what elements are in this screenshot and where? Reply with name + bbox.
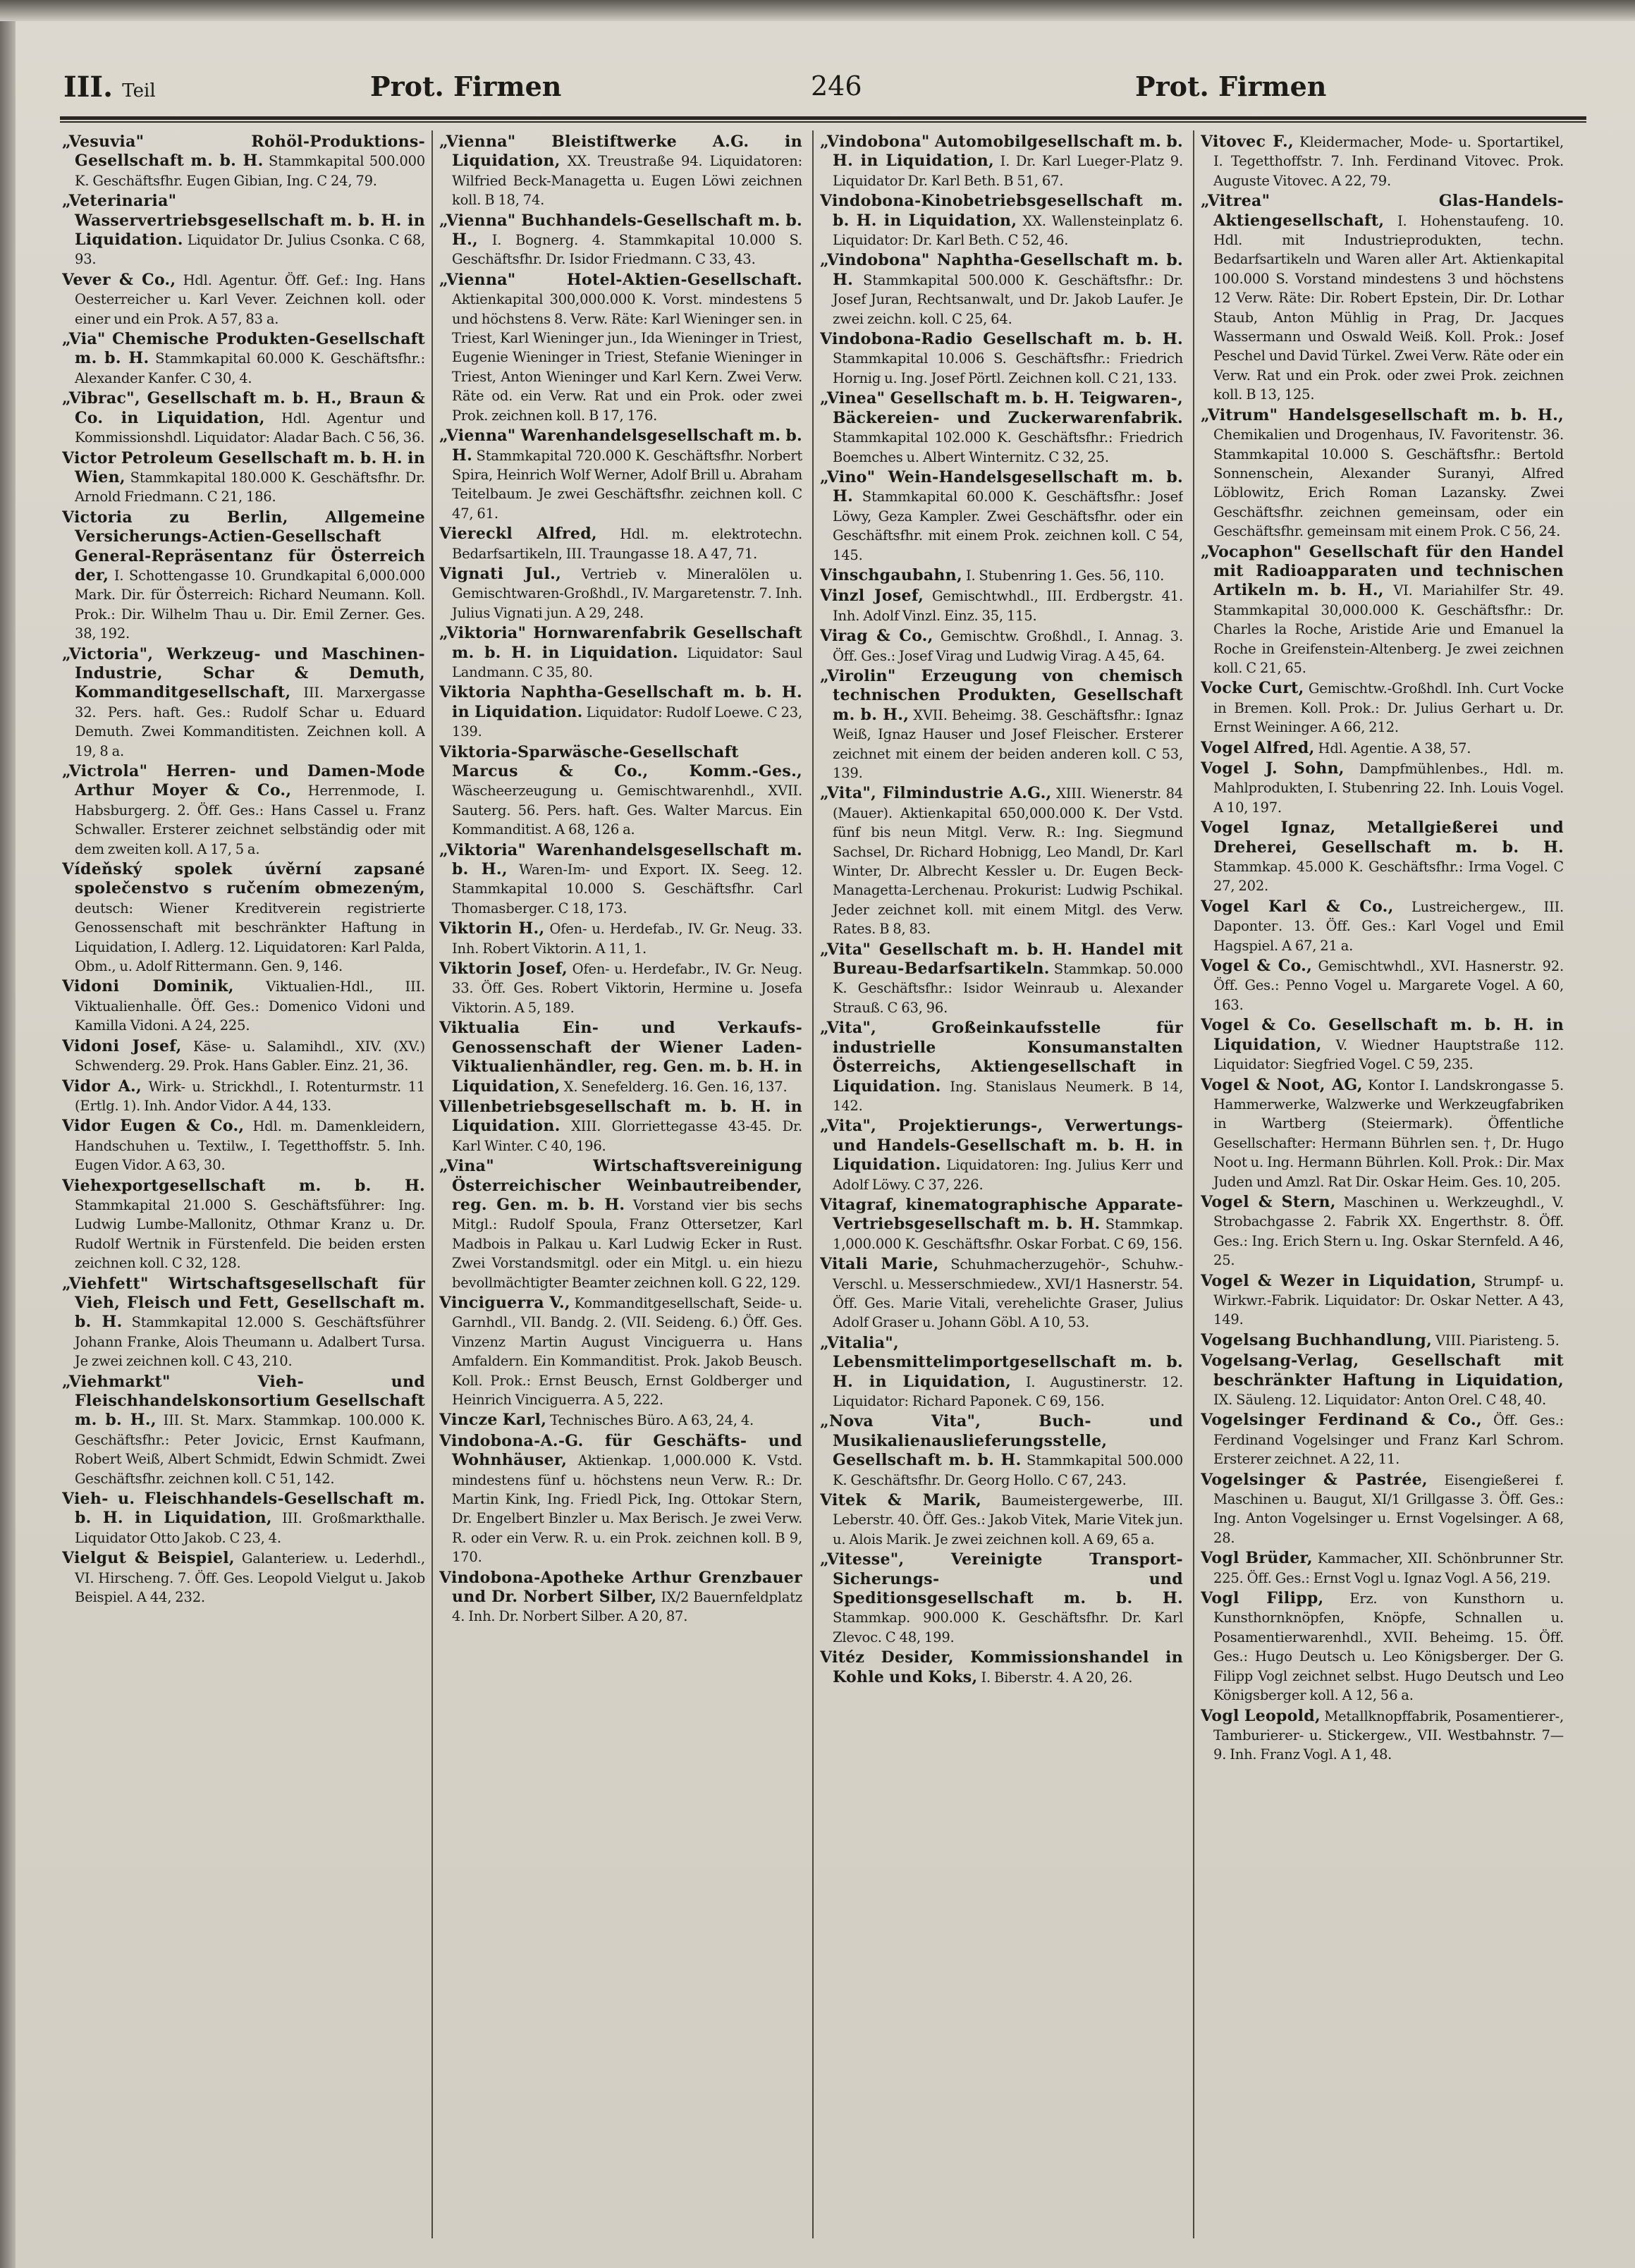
firm-details: XX. Wallensteinplatz 6. Liquidator: Dr. Karl Beth. C 52, 46. bbox=[833, 212, 1183, 249]
directory-entry bbox=[820, 1550, 1183, 1647]
directory-entry bbox=[1201, 1589, 1564, 1705]
firm-name: Vogel Alfred, bbox=[1201, 738, 1315, 757]
directory-entry bbox=[439, 271, 802, 425]
firm-name: „Vitalia", Lebensmittelimportgesellschaft m. b. H. in Liquidation, bbox=[820, 1333, 1183, 1391]
directory-entry bbox=[820, 1117, 1183, 1194]
firm-details: Liquidator: Rudolf Loewe. C 23, 139. bbox=[452, 704, 802, 740]
header-rule bbox=[60, 116, 1586, 120]
firm-name: „Vita" Gesellschaft m. b. H. Handel mit Bureau-Bedarfsartikeln. bbox=[820, 940, 1183, 979]
directory-entry bbox=[62, 860, 425, 976]
running-title-left: Prot. Firmen bbox=[370, 71, 562, 102]
firm-details: I. Stubenring 1. Ges. 56, 110. bbox=[965, 567, 1165, 584]
directory-entry bbox=[62, 133, 425, 190]
firm-details: Stammkapital 180.000 K. Geschäftsfhr. Dr. Arnold Friedmann. C 21, 186. bbox=[75, 469, 425, 505]
directory-entry bbox=[820, 192, 1183, 250]
directory-entry bbox=[820, 1196, 1183, 1253]
firm-name: „Viktoria" Warenhandelsgesellschaft m. b. H., bbox=[439, 840, 802, 879]
firm-details: Stammkap. 45.000 K. Geschäftsfhr.: Irma Vogel. C 27, 202. bbox=[1213, 859, 1564, 895]
firm-details: Stammkapital 720.000 K. Geschäftsfhr. Norbert Spira, Heinrich Wolf Werner, Adolf Brill u. Abraham Teitelbaum. Je zwei Geschäftsfhr. zeichnen koll. C 47, 61. bbox=[452, 447, 802, 522]
firm-name: Vogel & Co. Gesellschaft m. b. H. in Liquidation, bbox=[1201, 1016, 1564, 1054]
scan-shadow-left bbox=[0, 0, 16, 2268]
firm-details: Vorstand vier bis sechs Mitgl.: Rudolf Spoula, Franz Ottersetzer, Karl Madbois in Palkau u. Karl Ludwig Ecker in Rust. Zwei Vorstandsmitgl. oder ein Mitgl. u. ein hiezu bevollmächtigter Beamter zeichnen koll. G 22, 129. bbox=[452, 1196, 802, 1291]
firm-name: „Vienna" Hotel-Aktien-Gesellschaft. bbox=[439, 270, 802, 289]
firm-details: Öff. Ges.: Ferdinand Vogelsinger und Franz Karl Schrom. Ersterer zeichnet. A 22, 11. bbox=[1213, 1412, 1564, 1468]
firm-details: VI. Mariahilfer Str. 49. Stammkapital 30,000.000 K. Geschäftsfhr.: Dr. Charles la Roche, Aristide Arie und Emanuel la Roche in Greifenstein-Altenberg. Je zwei zeichnen koll. C 21, 65. bbox=[1213, 582, 1564, 676]
firm-details: Aktienkapital 300,000.000 K. Vorst. mindestens 5 und höchstens 8. Verw. Räte: Karl Wieninger sen. in Triest, Karl Wieninger jun., Ida Wieninger in Triest, Eugenie Wieninger in Triest, Stefanie Wieninger in Triest, Anton Wieninger und Karl Kern. Zwei Verw. Räte od. ein Verw. Rat und ein Prok. oder zwei Prok. zeichnen koll. B 17, 176. bbox=[452, 291, 802, 424]
firm-name: „Vita", Filmindustrie A.G., bbox=[820, 784, 1052, 803]
directory-entry bbox=[820, 1334, 1183, 1411]
firm-details: Galanteriew. u. Lederhdl., VI. Hirscheng. 7. Öff. Ges. Leopold Vielgut u. Jakob Beispiel. A 44, 232. bbox=[75, 1550, 425, 1606]
header-rule-thin bbox=[60, 121, 1586, 123]
column-divider bbox=[431, 130, 433, 2238]
directory-entry bbox=[439, 133, 802, 210]
directory-entry bbox=[820, 940, 1183, 1018]
firm-details: IX/2 Bauernfeldplatz 4. Inh. Dr. Norbert Silber. A 20, 87. bbox=[452, 1589, 802, 1625]
firm-name: Vindobona-Kinobetriebsgesellschaft m. b. H. in Liquidation, bbox=[820, 192, 1183, 230]
firm-name: „Vesuvia" Rohöl-Produktions-Gesellschaft m. b. H. bbox=[62, 133, 425, 171]
directory-entry bbox=[1201, 679, 1564, 737]
firm-name: Vogelsang Buchhandlung, bbox=[1201, 1330, 1433, 1349]
firm-name: „Via" Chemische Produkten-Gesellschaft m. b. H. bbox=[62, 330, 425, 368]
firm-name: Vidor A., bbox=[62, 1077, 142, 1096]
firm-name: Vídeňský spolek úvěrní zapsané společenstvo s ručením obmezeným, bbox=[62, 860, 425, 898]
firm-name: Vever & Co., bbox=[62, 270, 176, 289]
directory-entry bbox=[439, 1019, 802, 1096]
firm-details: Gemischtw. Großhdl., I. Annag. 3. Öff. Ges.: Josef Virag und Ludwig Virag. A 45, 64. bbox=[833, 628, 1183, 664]
firm-details: I. Biberstr. 4. A 20, 26. bbox=[981, 1669, 1133, 1686]
column-2 bbox=[439, 133, 802, 2241]
firm-name: Vogelsinger & Pastrée, bbox=[1201, 1470, 1428, 1489]
firm-name: Vindobona-A.-G. für Geschäfts- und Wohnhäuser, bbox=[439, 1431, 802, 1470]
scan-shadow-top bbox=[0, 0, 1635, 21]
firm-details: Hdl. Agentie. A 38, 57. bbox=[1318, 740, 1471, 756]
firm-details: XIII. Glorriettegasse 43-45. Dr. Karl Winter. C 40, 196. bbox=[452, 1118, 802, 1154]
directory-entry bbox=[62, 1077, 425, 1116]
firm-name: Vogel & Wezer in Liquidation, bbox=[1201, 1271, 1477, 1290]
directory-entry bbox=[62, 762, 425, 859]
firm-name: „Vienna" Bleistiftwerke A.G. in Liquidation, bbox=[439, 133, 802, 171]
firm-name: Vitovec F., bbox=[1201, 133, 1294, 151]
firm-name: Viktualia Ein- und Verkaufs-Genossenschaft der Wiener Laden-Viktualienhändler, reg. Gen. m. b. H. in Liquidation, bbox=[439, 1019, 802, 1096]
directory-entry bbox=[1201, 1016, 1564, 1074]
directory-entry bbox=[1201, 1549, 1564, 1588]
firm-details: Herrenmode, I. Habsburgerg. 2. Öff. Ges.: Hans Cassel u. Franz Schwaller. Ersterer zeichnet selbständig oder mit dem zweiten koll. A 17, 5 a. bbox=[75, 783, 425, 857]
firm-details: Liquidator Dr. Julius Csonka. C 68, 93. bbox=[75, 232, 425, 268]
firm-name: Vocke Curt, bbox=[1201, 679, 1304, 698]
column-1 bbox=[62, 133, 425, 2241]
firm-name: „Vita", Projektierungs-, Verwertungs- und Handels-Gesellschaft m. b. H. in Liquidation. bbox=[820, 1117, 1183, 1175]
directory-entry bbox=[439, 1411, 802, 1430]
directory-entry bbox=[820, 468, 1183, 565]
firm-name: Vogel & Noot, AG, bbox=[1201, 1075, 1363, 1094]
firm-details: Ing. Stanislaus Neumerk. B 14, 142. bbox=[833, 1078, 1183, 1114]
firm-details: Liquidator: Saul Landmann. C 35, 80. bbox=[452, 644, 802, 680]
firm-details: Ofen- u. Herdefabr., IV. Gr. Neug. 33. Öff. Ges. Robert Viktorin, Hermine u. Josefa Viktorin. A 5, 189. bbox=[452, 961, 802, 1016]
firm-details: Gemischtwhdl., III. Erdbergstr. 41. Inh. Adolf Vinzl. Einz. 35, 115. bbox=[833, 588, 1183, 624]
firm-details: Stammkap. 1,000.000 K. Geschäftsfhr. Oskar Forbat. C 69, 156. bbox=[833, 1216, 1183, 1252]
firm-name: Vidoni Josef, bbox=[62, 1036, 182, 1055]
firm-details: Liquidatoren: Ing. Julius Kerr und Adolf Löwy. C 37, 226. bbox=[833, 1157, 1183, 1193]
directory-entry bbox=[1201, 897, 1564, 955]
firm-name: „Viehmarkt" Vieh- und Fleischhandelskonsortium Gesellschaft m. b. H., bbox=[62, 1372, 425, 1430]
firm-details: Hdl. m. elektrotechn. Bedarfsartikeln, III. Traungasse 18. A 47, 71. bbox=[452, 526, 802, 562]
directory-entry bbox=[820, 1491, 1183, 1549]
column-divider bbox=[812, 130, 814, 2238]
directory-entry bbox=[820, 330, 1183, 388]
firm-details: Ofen- u. Herdefab., IV. Gr. Neug. 33. Inh. Robert Viktorin. A 11, 1. bbox=[452, 921, 802, 957]
column-4 bbox=[1201, 133, 1564, 2241]
firm-name: Vitali Marie, bbox=[820, 1255, 939, 1274]
directory-entry bbox=[62, 1177, 425, 1273]
firm-details: Erz. von Kunsthorn u. Kunsthornknöpfen, Knöpfe, Schnallen u. Posamentierwarenhdl., XVII. Beheimg. 15. Öff. Ges.: Hugo Deutsch u. Leo Königsberger. Der G. Filipp Vogl zeichnet selbst. Hugo Deutsch und Leo Königsberger koll. A 12, 56 a. bbox=[1213, 1590, 1564, 1704]
firm-name: Vinciguerra V., bbox=[439, 1293, 570, 1312]
firm-name: „Vino" Wein-Handelsgesellschaft m. b. H. bbox=[820, 467, 1183, 506]
running-title-right: Prot. Firmen bbox=[1135, 71, 1327, 102]
directory-entry bbox=[62, 1373, 425, 1488]
firm-details: Hdl. m. Damenkleidern, Handschuhen u. Textilw., I. Tegetthoffstr. 5. Inh. Eugen Vidor. A 63, 30. bbox=[75, 1118, 425, 1174]
directory-entry bbox=[820, 251, 1183, 329]
firm-name: Viktorin Josef, bbox=[439, 960, 568, 979]
directory-entry bbox=[439, 960, 802, 1017]
firm-name: „Vita", Großeinkaufsstelle für industrielle Konsumanstalten Österreichs, Aktiengesellschaft in Liquidation. bbox=[820, 1019, 1183, 1096]
firm-details: Stammkapital 500.000 K. Geschäftsfhr.: Dr. Josef Juran, Rechtsanwalt, und Dr. Jakob Laufer. Je zwei zeichn. koll. C 25, 64. bbox=[833, 271, 1183, 327]
firm-name: „Vindobona" Naphtha-Gesellschaft m. b. H. bbox=[820, 251, 1183, 289]
firm-name: „Virolin" Erzeugung von chemisch technischen Produkten, Gesellschaft m. b. H., bbox=[820, 666, 1183, 724]
firm-name: Vieh- u. Fleischhandels-Gesellschaft m. b. H. in Liquidation, bbox=[62, 1490, 425, 1528]
directory-entry bbox=[820, 133, 1183, 190]
firm-name: „Vindobona" Automobilgesellschaft m. b. H. in Liquidation, bbox=[820, 133, 1183, 171]
firm-details: Wirk- u. Strickhdl., I. Rotenturmstr. 11 (Ertlg. 1). Inh. Andor Vidor. A 44, 133. bbox=[75, 1078, 425, 1114]
directory-entry bbox=[1201, 957, 1564, 1015]
firm-name: „Viehfett" Wirtschaftsgesellschaft für Vieh, Fleisch und Fett, Gesellschaft m. b. H. bbox=[62, 1274, 425, 1332]
directory-entry bbox=[1201, 1272, 1564, 1330]
firm-details: Stammkapital 500.000 K. Geschäftsfhr. Dr. Georg Hollo. C 67, 243. bbox=[833, 1452, 1183, 1488]
firm-name: „Vitesse", Vereinigte Transport-Sicherungs- und Speditionsgesellschaft m. b. H. bbox=[820, 1550, 1183, 1608]
firm-details: IX. Säuleng. 12. Liquidator: Anton Orel. C 48, 40. bbox=[1213, 1392, 1546, 1408]
part-label bbox=[63, 71, 156, 104]
firm-name: Vindobona-Apotheke Arthur Grenzbauer und Dr. Norbert Silber, bbox=[439, 1568, 802, 1607]
firm-name: Vogl Brüder, bbox=[1201, 1549, 1313, 1568]
directory-entry bbox=[1201, 133, 1564, 190]
directory-entry bbox=[820, 1412, 1183, 1490]
firm-name: „Vinea" Gesellschaft m. b. H. Teigwaren-, Bäckereien- und Zuckerwarenfabrik. bbox=[820, 389, 1183, 427]
firm-details: Kommanditgesellschaft, Seide- u. Garnhdl., VII. Bandg. 2. (VII. Seideng. 6.) Öff. Ges. Vinzenz Martin August Vinciguerra u. Hans Amfaldern. Ein Kommanditist. Prok. Jakob Beusch. Koll. Prok.: Ernst Beusch, Ernst Goldberger und Heinrich Vinciguerra. A 5, 222. bbox=[452, 1294, 802, 1408]
firm-details: Hdl. Agentur. Öff. Gef.: Ing. Hans Oesterreicher u. Karl Vever. Zeichnen koll. oder einer und ein Prok. A 57, 83 a. bbox=[75, 271, 425, 327]
firm-details: Stammkapital 60.000 K. Geschäftsfhr.: Alexander Kanfer. C 30, 4. bbox=[75, 350, 425, 386]
firm-name: Vinzl Josef, bbox=[820, 587, 924, 606]
firm-details: III. Marxergasse 32. Pers. haft. Ges.: Rudolf Schar u. Eduard Demuth. Zwei Kommanditisten. Zeichnen koll. A 19, 8 a. bbox=[75, 685, 425, 759]
directory-entry bbox=[439, 683, 802, 741]
firm-name: Vogel & Co., bbox=[1201, 957, 1313, 976]
firm-name: „Nova Vita", Buch- und Musikalienauslieferungsstelle, Gesellschaft m. b. H. bbox=[820, 1412, 1183, 1470]
directory-entry bbox=[62, 508, 425, 644]
directory-entry bbox=[820, 389, 1183, 467]
firm-name: Viktorin H., bbox=[439, 919, 545, 938]
firm-details: deutsch: Wiener Kreditverein registrierte Genossenschaft mit beschränkter Haftung in Liquidation, I. Adlerg. 12. Liquidatoren: Karl Palda, Obm., u. Adolf Rittermann. Gen. 9, 146. bbox=[75, 900, 425, 975]
firm-details: XVII. Beheimg. 38. Geschäftsfhr.: Ignaz Weiß, Ignaz Hauser und Josef Fleischer. Ersterer zeichnet mit einem der beiden anderen koll. C 53, 139. bbox=[833, 706, 1183, 781]
firm-name: Viktoria-Sparwäsche-Gesellschaft Marcus & Co., Komm.-Ges., bbox=[439, 742, 802, 780]
directory-entry bbox=[62, 977, 425, 1035]
firm-name: Victor Petroleum Gesellschaft m. b. H. in Wien, bbox=[62, 448, 425, 486]
firm-details: Stammkap. 900.000 K. Geschäftsfhr. Dr. Karl Zlevoc. C 48, 199. bbox=[833, 1610, 1183, 1645]
firm-details: Stammkapital 102.000 K. Geschäftsfhr.: Friedrich Boemches u. Albert Winternitz. C 32, 25. bbox=[833, 429, 1183, 465]
firm-name: „Vocaphon" Gesellschaft für den Handel mit Radioapparaten und technischen Artikeln m. b. H., bbox=[1201, 542, 1564, 600]
firm-details: XX. Treustraße 94. Liquidatoren: Wilfried Beck-Managetta u. Eugen Löwi zeichnen koll. B 18, 74. bbox=[452, 153, 802, 209]
directory-entry bbox=[1201, 1351, 1564, 1409]
firm-details: Schuhmacherzugehör-, Schuhw.-Verschl. u. Messerschmiedew., XVI/1 Hasnerstr. 54. Öff. Ges. Marie Vitali, verehelichte Graser, Julius Adolf Graser u. Johann Göbl. A 10, 53. bbox=[833, 1256, 1183, 1331]
firm-details: V. Wiedner Hauptstraße 112. Liquidator: Siegfried Vogel. C 59, 235. bbox=[1213, 1036, 1564, 1073]
firm-name: „Vienna" Warenhandelsgesellschaft m. b. H. bbox=[439, 427, 802, 465]
firm-details: Technisches Büro. A 63, 24, 4. bbox=[550, 1412, 754, 1429]
directory-entry bbox=[62, 271, 425, 329]
firm-name: Vogl Leopold, bbox=[1201, 1706, 1321, 1725]
directory-entry bbox=[1201, 543, 1564, 678]
firm-details: I. Dr. Karl Lueger-Platz 9. Liquidator Dr. Karl Beth. B 51, 67. bbox=[833, 153, 1183, 189]
directory-entry bbox=[1201, 1411, 1564, 1469]
directory-entry bbox=[820, 667, 1183, 783]
directory-entry bbox=[820, 627, 1183, 666]
directory-entry bbox=[1201, 1707, 1564, 1765]
firm-details: Kontor I. Landskrongasse 5. Hammerwerke, Walzwerke und Werkzeugfabriken in Wartberg (Steiermark). Öffentliche Gesellschafter: Hermann Bührlen sen. †, Dr. Hugo Noot u. Ing. Hermann Bührlen. Koll. Prok.: Dir. Max Juden und Amzl. Rat Dir. Oskar Heim. Ges. 10, 205. bbox=[1213, 1077, 1564, 1190]
firm-name: Vogl Filipp, bbox=[1201, 1589, 1324, 1608]
directory-entry bbox=[439, 1157, 802, 1292]
firm-name: Virag & Co., bbox=[820, 627, 933, 646]
directory-entry bbox=[62, 1037, 425, 1076]
directory-entry bbox=[820, 587, 1183, 625]
firm-name: Vitek & Marik, bbox=[820, 1491, 982, 1510]
directory-entry bbox=[1201, 406, 1564, 541]
firm-details: Metallknopffabrik, Posamentierer-, Tamburierer- u. Stickergew., VII. Westbahnstr. 7—9. Inh. Franz Vogl. A 1, 48. bbox=[1213, 1708, 1564, 1763]
directory-entry bbox=[62, 192, 425, 269]
directory-entry bbox=[439, 212, 802, 269]
firm-name: Victoria zu Berlin, Allgemeine Versicherungs-Actien-Gesellschaft General-Repräsentanz für Österreich der, bbox=[62, 508, 425, 584]
firm-details: I. Hohenstaufeng. 10. Hdl. mit Industrieprodukten, techn. Bedarfsartikeln und Waren aller Art. Aktienkapital 100.000 S. Vorstand mindestens 3 und höchstens 12 Verw. Räte: Dir. Robert Epstein, Dir. Dr. Lothar Staub, Anton Mühlig in Prag, Dr. Jacques Wassermann und Oswald Weiß. Koll. Prok.: Josef Peschel und David Türkel. Zwei Verw. Räte oder ein Verw. Rat und ein Prok. oder zwei Prok. zeichnen koll. B 13, 125. bbox=[1213, 212, 1564, 403]
firm-name: „Vienna" Buchhandels-Gesellschaft m. b. H., bbox=[439, 211, 802, 250]
firm-details: Lustreichergew., III. Dapontег. 13. Öff. Ges.: Karl Vogel und Emil Hagspiel. A 67, 21 a. bbox=[1213, 898, 1564, 954]
directory-entry bbox=[1201, 1076, 1564, 1191]
firm-details: Wäscheerzeugung u. Gemischtwarenhdl., XVII. Sauterg. 56. Pers. haft. Ges. Walter Marcus. Ein Kommanditist. A 68, 126 a. bbox=[452, 783, 802, 838]
firm-name: „Veterinaria" Wasservertriebsgesellschaft m. b. H. in Liquidation. bbox=[62, 192, 425, 250]
firm-details: Viktualien-Hdl., III. Viktualienhalle. Öff. Ges.: Domenico Vidoni und Kamilla Vidoni. A 24, 225. bbox=[75, 979, 425, 1034]
directory-entry bbox=[1201, 759, 1564, 817]
firm-name: Vidoni Dominik, bbox=[62, 977, 234, 996]
firm-name: Vogel Karl & Co., bbox=[1201, 897, 1394, 916]
firm-name: Vogelsang-Verlag, Gesellschaft mit beschränkter Haftung in Liquidation, bbox=[1201, 1351, 1564, 1390]
firm-name: Vogel J. Sohn, bbox=[1201, 759, 1345, 778]
firm-name: „Vina" Wirtschaftsvereinigung Österreichischer Weinbautreibender, reg. Gen. m. b. H. bbox=[439, 1157, 802, 1214]
directory-entry bbox=[1201, 1193, 1564, 1270]
directory-entry bbox=[1201, 819, 1564, 896]
directory-entry bbox=[62, 1490, 425, 1547]
firm-name: „Vibrac", Gesellschaft m. b. H., Braun & Co. in Liquidation, bbox=[62, 389, 425, 427]
directory-entry bbox=[439, 743, 802, 840]
firm-name: Vindobona-Radio Gesellschaft m. b. H. bbox=[820, 330, 1183, 349]
firm-name: Vogel Ignaz, Metallgießerei und Dreherei, Gesellschaft m. b. H. bbox=[1201, 819, 1564, 857]
firm-details: Chemikalien und Drogenhaus, IV. Favoritenstr. 36. Stammkapital 10.000 S. Geschäftsfhr.: Bertold Sonnenschein, Alexander Suranyi, Alfred Löblowitz, Erich Roman Lazansky. Zwei Geschäftsfhr. zeichnen gemeinsam, oder ein Geschäftsfhr. gemeinsam mit einem Prok. C 56, 24. bbox=[1213, 427, 1564, 540]
page-header bbox=[49, 71, 1586, 113]
directory-entry bbox=[439, 1569, 802, 1626]
firm-details: Stammkapital 500.000 K. Geschäftsfhr. Eugen Gibian, Ing. C 24, 79. bbox=[75, 153, 425, 189]
firm-details: Dampfmühlenbes., Hdl. m. Mahlprodukten, I. Stubenring 22. Inh. Louis Vogel. A 10, 197. bbox=[1213, 761, 1564, 816]
firm-details: Gemischtwhdl., XVI. Hasnerstr. 92. Öff. Ges.: Penno Vogel u. Margarete Vogel. A 60, 163. bbox=[1213, 958, 1564, 1013]
directory-entry bbox=[439, 624, 802, 682]
firm-name: Vitéz Desider, Kommissionshandel in Kohle und Koks, bbox=[820, 1648, 1183, 1686]
directory-entry bbox=[820, 566, 1183, 585]
firm-name: Vogel & Stern, bbox=[1201, 1192, 1336, 1211]
firm-details: Käse- u. Salamihdl., XIV. (XV.) Schwenderg. 29. Prok. Hans Gabler. Einz. 21, 36. bbox=[75, 1038, 425, 1074]
directory-entry bbox=[1201, 192, 1564, 404]
directory-entry bbox=[439, 1294, 802, 1409]
firm-details: I. Augustinerstr. 12. Liquidator: Richard Paponek. C 69, 156. bbox=[833, 1373, 1183, 1409]
directory-entry bbox=[820, 784, 1183, 938]
directory-entry bbox=[62, 449, 425, 507]
page-number: 246 bbox=[811, 71, 862, 102]
firm-details: Eisengießerei f. Maschinen u. Baugut, XI/1 Grillgasse 3. Öff. Ges.: Ing. Anton Vogelsinger u. Ernst Vogelsinger. A 68, 28. bbox=[1213, 1471, 1564, 1546]
firm-details: Gemischtw.-Großhdl. Inh. Curt Vocke in Bremen. Koll. Prok.: Dr. Julius Gerhart u. Dr. Ernst Weininger. A 66, 212. bbox=[1213, 680, 1564, 736]
firm-details: Kleidermacher, Mode- u. Sportartikel, I. Tegetthoffstr. 7. Inh. Ferdinand Vitovec. Prok. Auguste Vitovec. A 22, 79. bbox=[1213, 134, 1564, 189]
firm-details: XIII. Wienerstr. 84 (Mauer). Aktienkapital 650,000.000 K. Der Vstd. fünf bis neun Mitgl. Verw. R.: Ing. Siegmund Sachsel, Dr. Richard Hobnigg, Leo Mandl, Dr. Karl Winter, Dr. Albrecht Kessler u. Dr. Eugen Beck-Managetta-Lerchenau. Prokurist: Ludwig Pschikal. Jeder zeichnet koll. mit einem Mitgl. des Verw. Rates. B 8, 83. bbox=[833, 785, 1183, 938]
firm-name: „Viktoria" Hornwarenfabrik Gesellschaft m. b. H. in Liquidation. bbox=[439, 624, 802, 662]
firm-details: I. Bognerg. 4. Stammkapital 10.000 S. Geschäftsfhr. Dr. Isidor Friedmann. C 33, 43. bbox=[452, 232, 802, 268]
firm-details: Stammkapital 60.000 K. Geschäftsfhr.: Josef Löwy, Geza Kampler. Zwei Geschäftsfhr. oder ein Geschäftsfhr. mit einem Prok. zeichnen koll. C 54, 145. bbox=[833, 489, 1183, 563]
firm-name: Viktoria Naphtha-Gesellschaft m. b. H. in Liquidation. bbox=[439, 683, 802, 721]
firm-details: III. St. Marx. Stammkap. 100.000 K. Geschäftsfhr.: Peter Jovicic, Ernst Kaufmann, Robert Weiß, Albert Schmidt, Edwin Schmidt. Zwei Geschäftsfhr. zeichnen koll. C 51, 142. bbox=[75, 1412, 425, 1487]
firm-details: X. Senefelderg. 16. Gen. 16, 137. bbox=[563, 1078, 788, 1095]
firm-details: Stammkapital 10.006 S. Geschäftsfhr.: Friedrich Hornig u. Ing. Josef Pörtl. Zeichnen koll. C 21, 133. bbox=[833, 350, 1183, 386]
firm-name: Viereckl Alfred, bbox=[439, 525, 597, 544]
firm-details: VIII. Piaristeng. 5. bbox=[1435, 1332, 1560, 1349]
directory-entry bbox=[1201, 1471, 1564, 1548]
firm-details: Waren-Im- und Export. IX. Seeg. 12. Stammkapital 10.000 S. Geschäftsfhr. Carl Thomasberger. C 18, 173. bbox=[452, 862, 802, 917]
firm-details: Kammacher, XII. Schönbrunner Str. 225. Öff. Ges.: Ernst Vogl u. Ignaz Vogl. A 56, 219. bbox=[1213, 1550, 1564, 1586]
directory-entry bbox=[439, 427, 802, 523]
directory-entry bbox=[1201, 739, 1564, 758]
directory-entry bbox=[820, 1019, 1183, 1115]
firm-details: Aktienkap. 1,000.000 K. Vstd. mindestens fünf u. höchstens neun Verw. R.: Dr. Martin Kink, Ing. Friedl Pick, Ing. Ottokar Stern, Dr. Engelbert Binzler u. Max Berisch. Je zwei Verw. R. oder ein Verw. R. u. ein Prok. zeichnen koll. B 9, 170. bbox=[452, 1452, 802, 1566]
directory-entry bbox=[62, 1549, 425, 1607]
firm-name: „Vitrum" Handelsgesellschaft m. b. H., bbox=[1201, 405, 1564, 424]
column-divider bbox=[1193, 130, 1194, 2238]
part-suffix: Teil bbox=[122, 80, 156, 102]
firm-name: „Victrola" Herren- und Damen-Mode Arthur Moyer & Co., bbox=[62, 762, 425, 800]
column-3 bbox=[820, 133, 1183, 2241]
firm-name: Vitagraf, kinematographische Apparate-Vertriebsgesellschaft m. b. H. bbox=[820, 1195, 1183, 1234]
directory-entry bbox=[62, 330, 425, 388]
firm-details: Stammkap. 50.000 K. Geschäftsfhr.: Isidor Weinraub u. Alexander Strauß. C 63, 96. bbox=[833, 961, 1183, 1016]
firm-name: Viehexportgesellschaft m. b. H. bbox=[62, 1176, 425, 1195]
firm-name: Vielgut & Beispiel, bbox=[62, 1549, 235, 1568]
firm-details: Stammkapital 12.000 S. Geschäftsführer Johann Franke, Alois Theumann u. Adalbert Tursa. Je zwei zeichnen koll. C 43, 210. bbox=[75, 1314, 425, 1370]
directory-entry bbox=[62, 389, 425, 447]
directory-entry bbox=[820, 1648, 1183, 1687]
directory-entry bbox=[439, 525, 802, 563]
directory-entry bbox=[439, 565, 802, 623]
firm-details: Hdl. Agentur und Kommissionshdl. Liquidator: Aladar Bach. C 56, 36. bbox=[75, 410, 425, 446]
firm-name: Vinschgaubahn, bbox=[820, 565, 962, 584]
directory-entry bbox=[62, 1275, 425, 1371]
firm-details: Vertrieb v. Mineralölen u. Gemischtwaren-Großhdl., IV. Margaretenstr. 7. Inh. Julius Vignati jun. A 29, 248. bbox=[452, 565, 802, 621]
firm-name: „Vitrea" Glas-Handels-Aktiengesellschaft, bbox=[1201, 192, 1564, 230]
firm-details: Baumeistergewerbe, III. Leberstr. 40. Öff. Ges.: Jakob Vitek, Marie Vitek jun. u. Alois Marik. Je zwei zeichnen koll. A 69, 65 a. bbox=[833, 1492, 1183, 1547]
firm-details: Stammkapital 21.000 S. Geschäftsführer: Ing. Ludwig Lumbe-Mallonitz, Othmar Kranz u. Dr. Rudolf Wertnik in Fürstenfeld. Die beiden ersten zeichnen koll. C 32, 128. bbox=[75, 1196, 425, 1272]
directory-entry bbox=[439, 1432, 802, 1567]
directory-entry bbox=[439, 841, 802, 919]
directory-entry bbox=[439, 1098, 802, 1156]
firm-name: Vidor Eugen & Co., bbox=[62, 1117, 245, 1136]
firm-name: Vignati Jul., bbox=[439, 564, 562, 583]
firm-name: „Victoria", Werkzeug- und Maschinen-Industrie, Schar & Demuth, Kommanditgesellschaft, bbox=[62, 644, 425, 702]
firm-details: Maschinen u. Werkzeughdl., V. Strobachgasse 2. Fabrik XX. Engerthstr. 8. Öff. Ges.: Ing. Erich Stern u. Ing. Oskar Sternfeld. A 46, 25. bbox=[1213, 1194, 1564, 1269]
firm-name: Villenbetriebsgesellschaft m. b. H. in Liquidation. bbox=[439, 1097, 802, 1136]
part-number: III. bbox=[63, 71, 114, 104]
directory-entry bbox=[62, 1117, 425, 1175]
firm-details: I. Schottengasse 10. Grundkapital 6,000.000 Mark. Dir. für Österreich: Richard Neumann. Koll. Prok.: Dir. Wilhelm Thau u. Dir. Emil Zerner. Ges. 38, 192. bbox=[75, 567, 425, 642]
directory-entry bbox=[439, 919, 802, 958]
firm-details: Strumpf- u. Wirkwr.-Fabrik. Liquidator: Dr. Oskar Netter. A 43, 149. bbox=[1213, 1273, 1564, 1328]
directory-entry bbox=[62, 645, 425, 761]
directory-entry bbox=[1201, 1331, 1564, 1350]
firm-name: Vogelsinger Ferdinand & Co., bbox=[1201, 1411, 1482, 1430]
directory-entry bbox=[820, 1255, 1183, 1332]
firm-details: III. Großmarkthalle. Liquidator Otto Jakob. C 23, 4. bbox=[75, 1510, 425, 1546]
firm-name: Vincze Karl, bbox=[439, 1411, 547, 1430]
